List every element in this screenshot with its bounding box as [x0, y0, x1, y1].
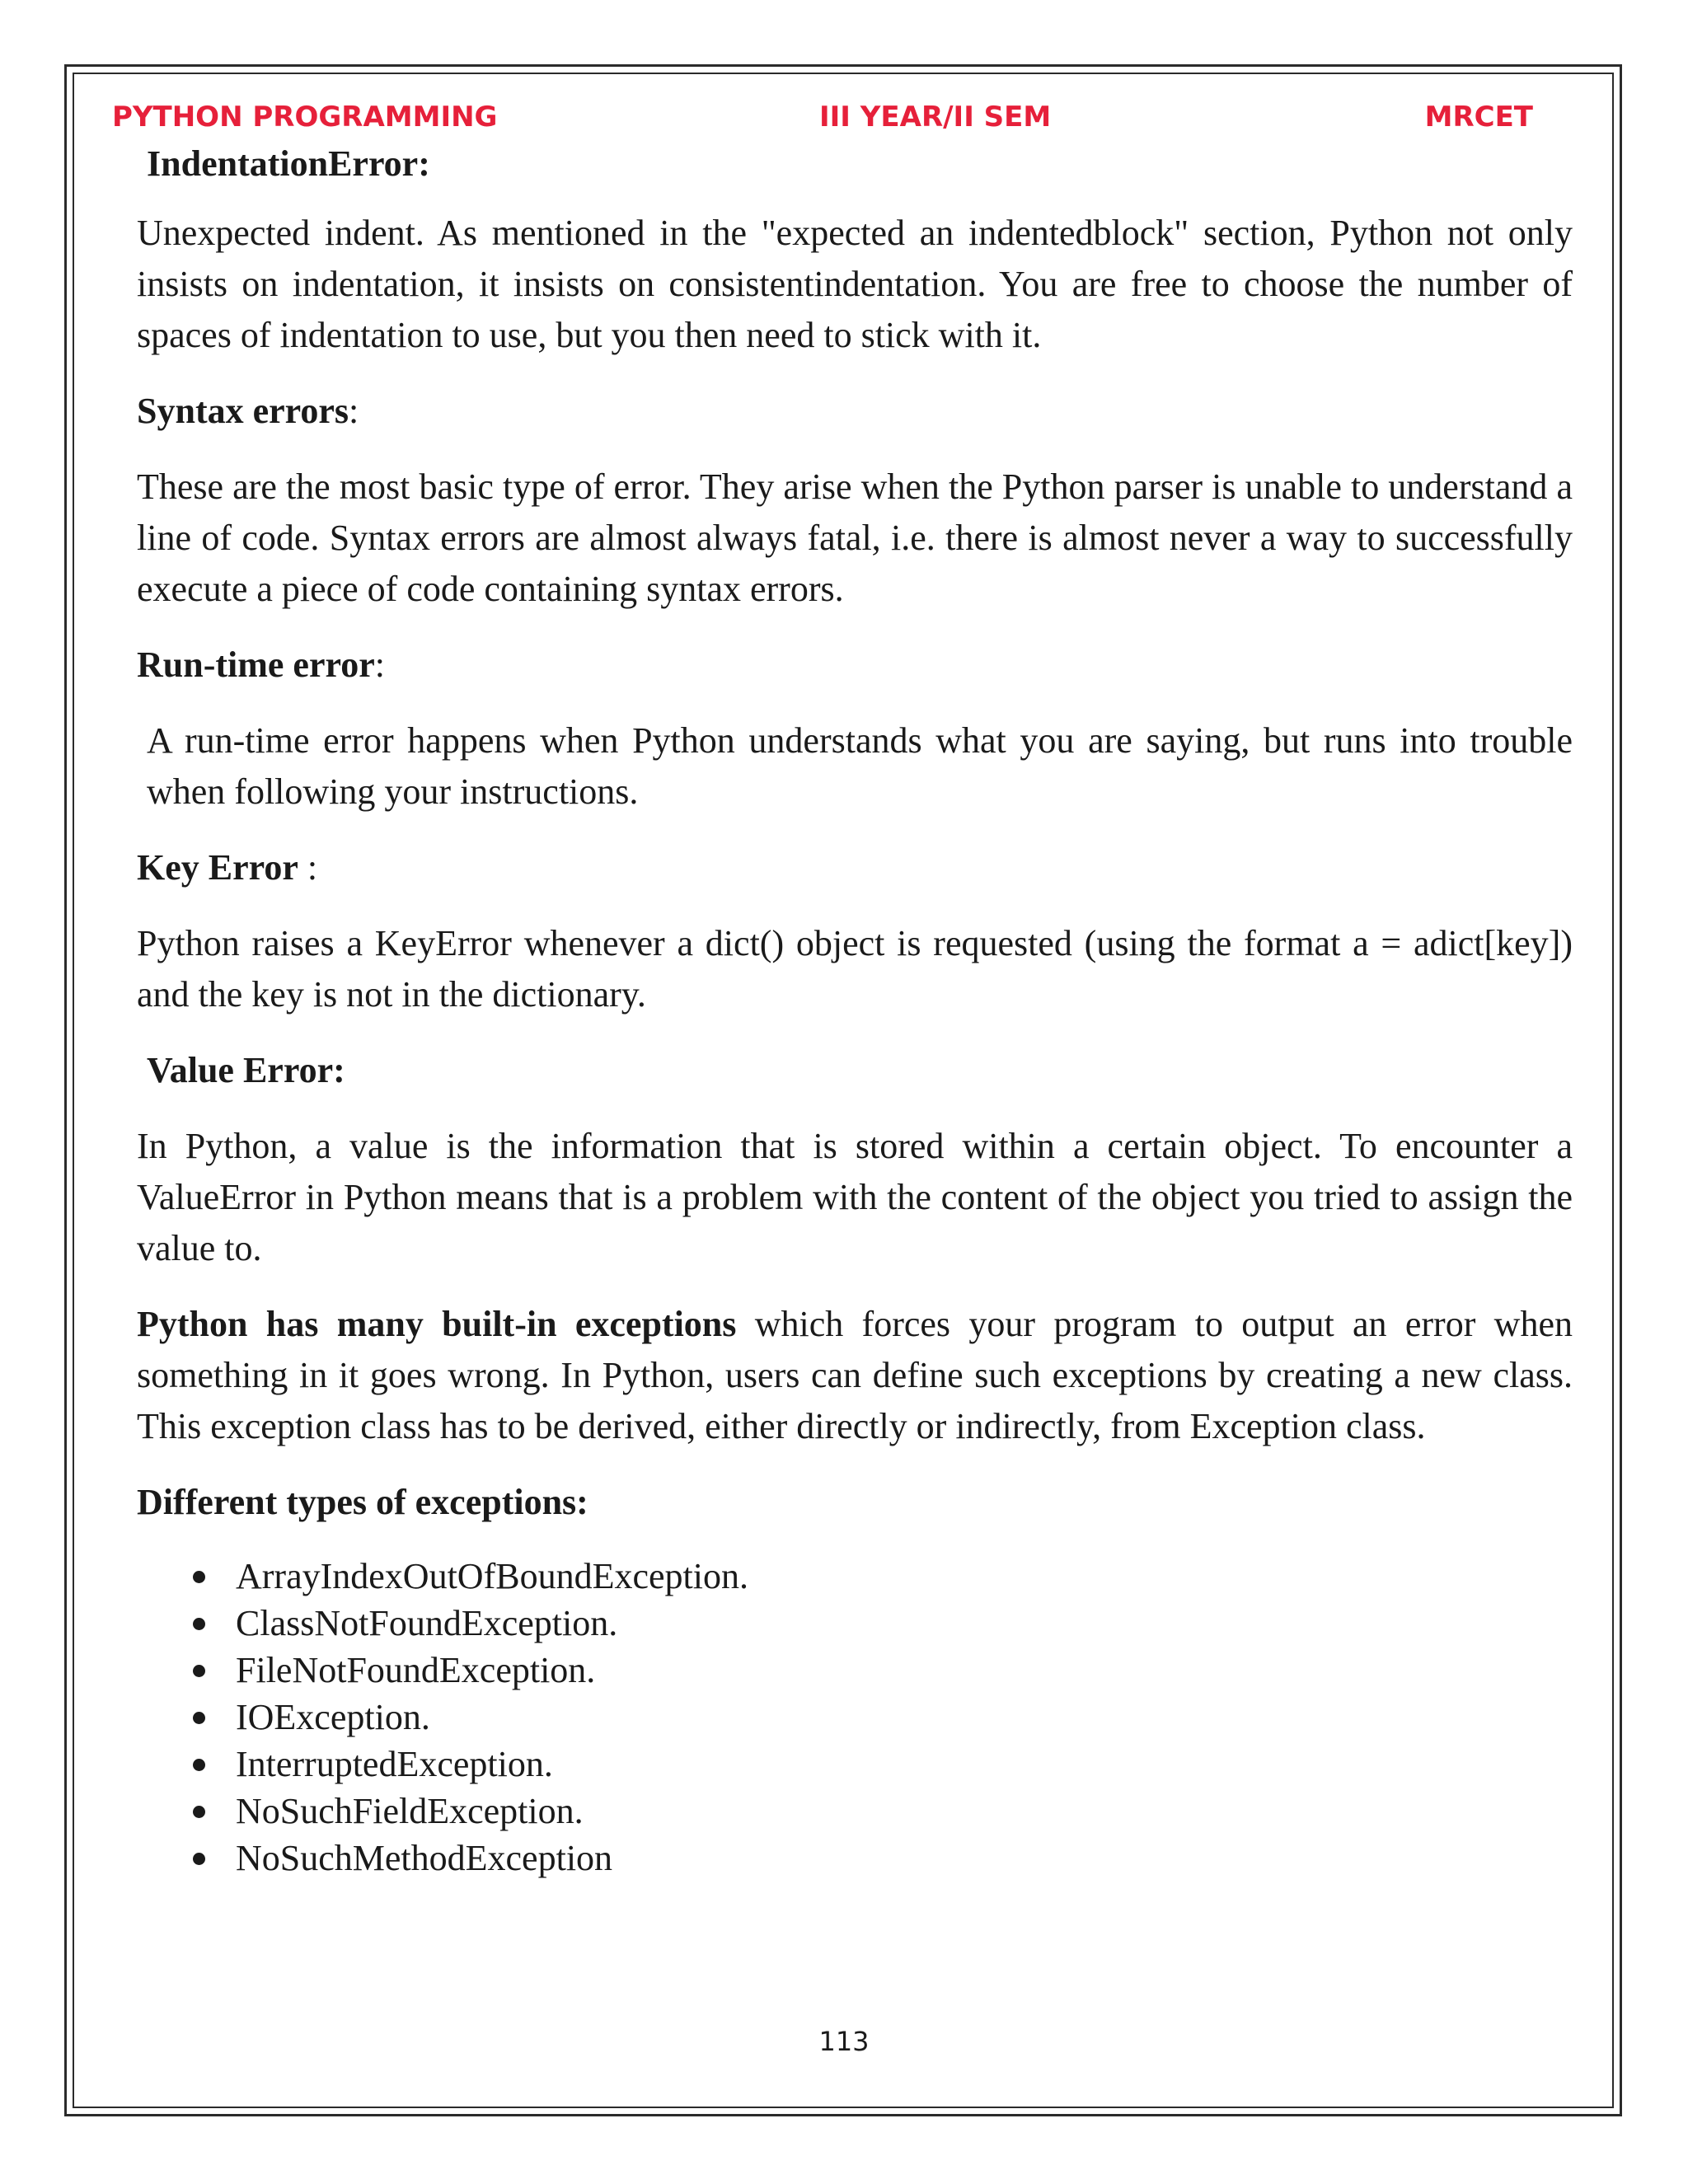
- heading-syntax-errors-line: [137, 386, 1573, 437]
- bullet-icon: [193, 1853, 205, 1865]
- builtin-exceptions-body: which forces your program to output an error when something in it goes wrong. In Python, users can define such exceptions by creating a new class. This exception class has to be derived, either directly or indirectly, from Exception class.: [137, 1304, 1573, 1446]
- list-item-text: ClassNotFoundException.: [236, 1603, 618, 1643]
- page-number: 113: [818, 2026, 870, 2057]
- list-item-text: ArrayIndexOutOfBoundException.: [236, 1556, 748, 1596]
- header-year-semester: III YEAR/II SEM: [819, 101, 1052, 134]
- list-item-text: IOException.: [236, 1697, 430, 1737]
- para-syntax-errors: These are the most basic type of error. They arise when the Python parser is unable to understand a line of code. Syntax errors are almost always fatal, i.e. there is almost never a way to successfully execute a piece of code containing syntax errors.: [137, 466, 1573, 609]
- heading-syntax-errors: Syntax errors: [137, 391, 349, 431]
- list-item: [137, 1647, 1573, 1694]
- para-key-error: Python raises a KeyError whenever a dict() object is requested (using the format a = adict[key]) and the key is not in the dictionary.: [137, 923, 1573, 1015]
- list-item-text: FileNotFoundException.: [236, 1650, 596, 1690]
- list-item: [137, 1694, 1573, 1741]
- para-indentation-error: Unexpected indent. As mentioned in the "expected an indentedblock" section, Python not only insists on indentation, it insists on consistentindentation. You are free to choose the number of spaces of indentation to use, but you then need to stick with it.: [137, 213, 1573, 355]
- bullet-icon: [193, 1665, 205, 1677]
- document-body: [137, 138, 1573, 1882]
- bullet-icon: [193, 1806, 205, 1818]
- heading-runtime-error: Run-time error: [137, 644, 375, 685]
- header-institution: MRCET: [1424, 101, 1533, 134]
- builtin-exceptions-lead: Python has many built-in exceptions: [137, 1304, 737, 1344]
- list-item: [137, 1741, 1573, 1788]
- heading-key-error-line: [137, 842, 1573, 893]
- list-item: [137, 1788, 1573, 1835]
- heading-exception-types: Different types of exceptions:: [137, 1482, 588, 1522]
- list-item: [137, 1600, 1573, 1647]
- bullet-icon: [193, 1618, 205, 1630]
- heading-key-error-colon: :: [298, 847, 318, 888]
- list-item: [137, 1553, 1573, 1600]
- para-runtime-error: A run-time error happens when Python understands what you are saying, but runs into trouble when following your instructions.: [147, 720, 1573, 812]
- exception-types-list: [137, 1553, 1573, 1882]
- list-item-text: NoSuchFieldException.: [236, 1791, 584, 1831]
- heading-runtime-error-colon: :: [374, 644, 385, 685]
- heading-key-error: Key Error: [137, 847, 298, 888]
- heading-syntax-errors-colon: :: [349, 391, 359, 431]
- heading-value-error: Value Error:: [147, 1050, 345, 1090]
- bullet-icon: [193, 1712, 205, 1724]
- bullet-icon: [193, 1759, 205, 1771]
- heading-runtime-error-line: [137, 640, 1573, 691]
- bullet-icon: [193, 1571, 205, 1583]
- list-item-text: InterruptedException.: [236, 1744, 553, 1784]
- header-course-title: PYTHON PROGRAMMING: [112, 101, 498, 134]
- page-header: [112, 101, 1533, 142]
- list-item-text: NoSuchMethodException: [236, 1838, 613, 1878]
- list-item: [137, 1835, 1573, 1882]
- para-value-error: In Python, a value is the information that is stored within a certain object. To encounter a ValueError in Python means that is a problem with the content of the object you tried to assign the value to.: [137, 1126, 1573, 1268]
- heading-indentation-error: IndentationError:: [147, 143, 430, 184]
- para-builtin-exceptions: [137, 1299, 1573, 1452]
